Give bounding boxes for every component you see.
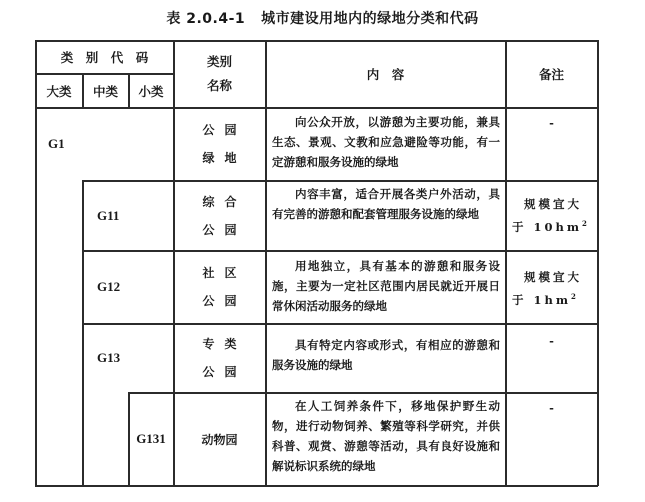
- name-line2: 公园: [202, 222, 247, 237]
- remark-text: 规模宜大于 10hm: [512, 197, 583, 234]
- header-name-line1: 类别: [206, 54, 232, 69]
- name-line2: 绿地: [202, 151, 247, 165]
- code-label: G13: [97, 350, 121, 365]
- rule-right: [597, 40, 599, 486]
- header-remark: [506, 41, 597, 107]
- table-caption: 城市建设用地内的绿地分类和代码: [261, 11, 479, 27]
- name-line2: 公园: [202, 294, 247, 308]
- rule-bottom: [35, 485, 598, 487]
- header-minor-label: 小类: [138, 83, 164, 99]
- row-g13-code: [83, 324, 173, 392]
- header-category-name: [174, 41, 265, 107]
- remark-superscript: 2: [571, 292, 579, 301]
- row-g131-name: [174, 393, 265, 485]
- row-g13-remark: -: [549, 334, 554, 348]
- row-g11-code: [83, 181, 173, 250]
- header-name-line2: 名称: [206, 78, 232, 93]
- row-g131-remark: -: [549, 401, 554, 415]
- row-g13-content: 具有特定内容或形式，有相应的游憩和服务设施的绿地: [272, 338, 500, 372]
- row-g1-name: [174, 108, 265, 180]
- table-number: 表 2.0.4-1: [166, 11, 246, 27]
- header-content: [266, 41, 505, 107]
- row-g11-name: [174, 181, 265, 250]
- row-g131-code: [129, 393, 173, 485]
- header-major: [36, 74, 82, 107]
- name-line1: 综合: [202, 194, 247, 209]
- header-code-group-label: 类 别 代 码: [60, 50, 149, 65]
- name-label: 动物园: [201, 432, 238, 447]
- header-code-group: [36, 41, 173, 73]
- row-g1-code: [36, 108, 173, 180]
- row-g12-content: 用地独立，具有基本的游憩和服务设施，主要为一定社区范围内居民就近开展日常休闲活动服务的绿地: [272, 259, 500, 313]
- name-line1: 专类: [202, 337, 247, 351]
- row-g11-content: 内容丰富，适合开展各类户外活动，具有完善的游憩和配套管理服务设施的绿地: [272, 187, 500, 221]
- row-g1-remark: -: [549, 116, 554, 130]
- header-remark-label: 备注: [538, 67, 564, 82]
- name-line2: 公园: [202, 365, 247, 379]
- code-label: G1: [48, 136, 65, 151]
- row-g11-remark: [512, 194, 592, 237]
- row-g12-name: [174, 251, 265, 323]
- header-medium: [83, 74, 128, 107]
- header-minor: [129, 74, 173, 107]
- row-g13-name: [174, 324, 265, 392]
- header-content-label: 内 容: [366, 67, 405, 82]
- header-major-label: 大类: [46, 83, 72, 99]
- row-g131-content: 在人工饲养条件下，移地保护野生动物，进行动物饲养、繁殖等科学研究，并供科普、观赏、游憩等活动，具有良好设施和解说标识系统的绿地: [272, 399, 500, 473]
- row-g1-content: 向公众开放，以游憩为主要功能，兼具生态、景观、文教和应急避险等功能，有一定游憩和服务设施的绿地: [272, 115, 500, 169]
- name-line1: 公园: [202, 123, 247, 137]
- code-label: G11: [97, 207, 120, 223]
- code-label: G131: [136, 431, 166, 446]
- remark-superscript: 2: [582, 219, 590, 228]
- code-label: G12: [97, 279, 121, 294]
- row-g12-code: [83, 251, 173, 323]
- row-g12-remark: [512, 267, 592, 310]
- name-line1: 社区: [202, 266, 247, 280]
- header-medium-label: 中类: [92, 83, 118, 99]
- remark-text: 规模宜大于 1hm: [512, 270, 582, 307]
